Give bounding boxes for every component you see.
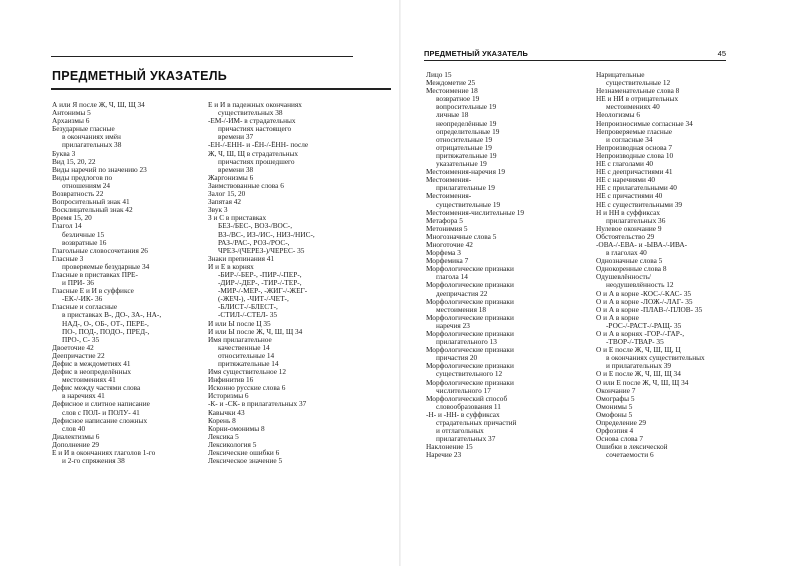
index-entry: Морфема 3: [426, 248, 461, 258]
index-entry: А или Я после Ж, Ч, Ш, Щ 34: [52, 100, 145, 109]
index-entry: в приставках В-, ДО-, ЗА-, НА-,: [62, 310, 162, 320]
right-page: [401, 0, 800, 566]
index-entry: Междометие 25: [426, 78, 476, 88]
index-entry: О или Е после Ж, Ч, Ш, Щ 34: [596, 377, 689, 387]
index-entry: Непроизводная основа 7: [596, 142, 673, 152]
index-entry: Гласные в приставках ПРЕ-: [52, 269, 138, 279]
index-entry: Антонимы 5: [52, 108, 91, 118]
index-entry: Ж, Ч, Ш, Щ в страдательных: [208, 148, 299, 158]
index-entry: Омофоны 5: [596, 409, 633, 419]
index-entry: притяжательные 14: [218, 359, 279, 368]
index-entry: возвратные 16: [62, 237, 107, 247]
index-entry: -БЛИСТ-/-БЛЕСТ-,: [218, 302, 278, 312]
index-entry: БЕЗ-/БЕС-, ВОЗ-/ВОС-,: [218, 221, 293, 231]
index-entry: Архаизмы 6: [52, 116, 90, 126]
index-entry: указательные 19: [436, 159, 487, 169]
index-entry: существительные 12: [606, 78, 671, 88]
index-entry: Наречие 23: [426, 450, 462, 460]
index-entry: Дефис в междометиях 41: [52, 359, 131, 368]
index-entry: Двоеточие 42: [52, 342, 94, 352]
index-entry: местоимениях 41: [62, 375, 116, 385]
index-entry: причастия 20: [436, 353, 478, 363]
index-column-3: [426, 71, 586, 460]
index-entry: Заимствованные слова 6: [208, 180, 284, 190]
index-entry: Жаргонизмы 6: [208, 172, 254, 182]
index-entry: Гласные 3: [52, 253, 84, 263]
index-entry: Инфинитив 16: [208, 375, 254, 385]
index-entry: Морфологические признаки: [426, 377, 514, 387]
index-entry: Неологизмы 6: [596, 110, 641, 120]
index-entry: прилагательных 38: [62, 140, 122, 150]
index-entry: прилагательных 37: [436, 434, 496, 444]
index-entry: деепричастия 22: [436, 288, 488, 298]
index-entry: Лицо 15: [426, 70, 452, 79]
index-entry: И или Ы после Ж, Ч, Ш, Щ 34: [208, 326, 303, 336]
index-entry: Незнаменательные слова 8: [596, 86, 680, 96]
index-entry: НЕ с причастиями 40: [596, 191, 663, 201]
index-entry: Корни-омонимы 8: [208, 423, 265, 433]
index-entry: -ЕК-/-ИК- 36: [62, 294, 103, 304]
index-entry: слов с ПОЛ- и ПОЛУ- 41: [62, 407, 140, 417]
index-entry: личные 18: [436, 110, 469, 120]
index-entry: -Н- и -НН- в суффиксах: [426, 409, 500, 419]
index-entry: прилагательного 13: [436, 337, 497, 347]
index-entry: Метонимия 5: [426, 223, 468, 233]
index-entry: Дефис в неопределённых: [52, 367, 132, 377]
index-entry: Кавычки 43: [208, 407, 245, 417]
index-entry: Гласные и согласные: [52, 302, 118, 312]
top-rule: [51, 56, 353, 57]
index-entry: НЕ с прилагательными 40: [596, 183, 677, 193]
left-page: [0, 0, 399, 566]
index-entry: Имя существительное 12: [208, 367, 287, 377]
index-entry: Лексические ошибки 6: [208, 448, 280, 458]
index-entry: Звук 3: [208, 205, 228, 215]
index-entry: О и А в корне -ЛОЖ-/-ЛАГ- 35: [596, 296, 693, 306]
index-entry: неопределённые 19: [436, 118, 497, 128]
index-entry: З и С в приставках: [208, 213, 267, 223]
index-entry: -РОС-/-РАСТ-/-РАЩ- 35: [606, 320, 682, 330]
index-entry: О и Е после Ж, Ч, Ш, Щ 34: [596, 369, 681, 379]
index-entry: -К- и -СК- в прилагательных 37: [208, 399, 307, 409]
index-column-2: [208, 101, 368, 465]
index-entry: существительных 38: [218, 108, 283, 118]
index-entry: причастиях прошедшего: [218, 156, 295, 166]
index-entry: -ТВОР-/-ТВАР- 35: [606, 337, 664, 347]
index-entry: существительные 19: [436, 199, 501, 209]
index-entry: Одушевлённость/: [596, 272, 652, 282]
index-entry: Непроизводные слова 10: [596, 150, 674, 160]
index-entry: Морфологические признаки: [426, 312, 514, 322]
running-head: ПРЕДМЕТНЫЙ УКАЗАТЕЛЬ: [424, 49, 528, 58]
index-entry: числительного 17: [436, 385, 491, 395]
index-entry: Е и И в окончаниях глаголов 1-го: [52, 448, 156, 458]
index-entry: Морфологические признаки: [426, 264, 514, 274]
index-entry: возвратное 19: [436, 94, 480, 104]
index-entry: вопросительные 19: [436, 102, 497, 112]
index-column-4: [596, 71, 766, 460]
index-entry: слов 40: [62, 423, 86, 433]
index-entry: Вид 15, 20, 22: [52, 156, 96, 166]
index-entry: Дополнение 29: [52, 439, 100, 449]
index-entry: Деепричастие 22: [52, 350, 105, 360]
index-entry: прилагательных 36: [606, 215, 666, 225]
index-entry: Наклонение 15: [426, 442, 473, 452]
index-entry: Имя прилагательное: [208, 334, 272, 344]
index-entry: Омонимы 5: [596, 401, 633, 411]
index-entry: -ОВА-/-ЕВА- и -ЫВА-/-ИВА-: [596, 239, 688, 249]
index-entry: прилагательные 19: [436, 183, 495, 193]
index-entry: притяжательные 19: [436, 150, 497, 160]
title-rule: [51, 88, 391, 90]
index-entry: Непроизносимые согласные 34: [596, 118, 693, 128]
index-entry: Исконно русские слова 6: [208, 383, 286, 393]
page-number: 45: [717, 49, 726, 58]
index-entry: Обстоятельство 29: [596, 231, 655, 241]
index-entry: Дефис между частями слова: [52, 383, 141, 393]
index-entry: Лексика 5: [208, 431, 239, 441]
index-entry: Однокоренные слова 8: [596, 264, 667, 274]
index-entry: Непроверяемые гласные: [596, 126, 672, 136]
index-entry: качественные 14: [218, 342, 270, 352]
index-entry: относительные 19: [436, 134, 493, 144]
index-entry: Корень 8: [208, 415, 236, 425]
index-entry: и ПРИ- 36: [62, 278, 94, 288]
index-entry: Возвратность 22: [52, 189, 104, 199]
index-entry: времени 37: [218, 132, 254, 142]
index-entry: -МИР-/-МЕР-, -ЖИГ-/-ЖЕГ-: [218, 286, 308, 296]
index-entry: НЕ с существительными 39: [596, 199, 683, 209]
index-entry: глагола 14: [436, 272, 468, 282]
index-entry: наречия 23: [436, 320, 470, 330]
index-entry: Орфоэпия 4: [596, 426, 634, 436]
index-entry: Историзмы 6: [208, 391, 249, 401]
index-entry: Восклицательный знак 42: [52, 205, 133, 215]
header-rule: [424, 60, 726, 61]
index-entry: Морфологические признаки: [426, 280, 514, 290]
index-entry: Окончание 7: [596, 385, 636, 395]
index-entry: Дефисное написание сложных: [52, 415, 148, 425]
index-entry: Е и И в падежных окончаниях: [208, 100, 302, 109]
index-column-1: [52, 101, 202, 465]
index-entry: Морфологический способ: [426, 393, 508, 403]
index-entry: НЕ с наречиями 40: [596, 175, 656, 185]
index-entry: Вопросительный знак 41: [52, 197, 130, 207]
index-entry: Однозначные слова 5: [596, 256, 663, 266]
index-entry: безличные 15: [62, 229, 105, 239]
index-entry: -СТИЛ-/-СТЕЛ- 35: [218, 310, 278, 320]
index-entry: относительные 14: [218, 350, 275, 360]
index-entry: в наречиях 41: [62, 391, 105, 401]
index-entry: Многоточие 42: [426, 239, 473, 249]
index-entry: причастиях настоящего: [218, 124, 292, 134]
index-entry: и отглагольных: [436, 426, 484, 436]
index-entry: Местоимения-: [426, 175, 472, 185]
index-entry: О и А в корнях -ГОР-/-ГАР-,: [596, 329, 685, 338]
index-entry: Морфологические признаки: [426, 329, 514, 338]
index-entry: НЕ и НИ в отрицательных: [596, 94, 679, 104]
index-entry: Запятая 42: [208, 197, 242, 207]
index-entry: ВЗ-/ВС-, ИЗ-/ИС-, НИЗ-/НИС-,: [218, 229, 315, 239]
index-entry: и 2-го спряжения 38: [62, 456, 125, 466]
index-entry: Виды предлогов по: [52, 172, 113, 182]
index-entry: в окончаниях имён: [62, 132, 121, 142]
index-entry: Морфологические признаки: [426, 345, 514, 355]
index-entry: О и Е после Ж, Ч, Ш, Щ, Ц: [596, 345, 681, 355]
index-entry: отрицательные 19: [436, 142, 492, 152]
index-entry: Местоимения-наречия 19: [426, 167, 506, 177]
index-entry: Глагол 14: [52, 221, 82, 231]
index-entry: НАД-, О-, ОБ-, ОТ-, ПЕРЕ-,: [62, 318, 149, 328]
index-entry: Омографы 5: [596, 393, 635, 403]
index-entry: существительного 12: [436, 369, 503, 379]
index-entry: сочетаемости 6: [606, 450, 654, 460]
index-entry: О и А в корне -КОС-/-КАС- 35: [596, 288, 692, 298]
index-entry: -БИР-/-БЕР-, -ПИР-/-ПЕР-,: [218, 269, 302, 279]
index-entry: О и А в корне: [596, 312, 639, 322]
page-title: ПРЕДМЕТНЫЙ УКАЗАТЕЛЬ: [52, 69, 228, 83]
index-entry: НЕ с деепричастиями 41: [596, 167, 673, 177]
index-entry: Морфологические признаки: [426, 361, 514, 371]
index-entry: Виды наречий по значению 23: [52, 164, 147, 174]
index-entry: времени 38: [218, 164, 254, 174]
index-entry: Ошибки в лексической: [596, 442, 668, 452]
index-entry: Метафора 5: [426, 215, 463, 225]
index-entry: Дефисное и слитное написание: [52, 399, 150, 409]
index-entry: в окончаниях существительных: [606, 353, 705, 363]
index-entry: Буква 3: [52, 148, 76, 158]
index-entry: Основа слова 7: [596, 434, 644, 444]
index-entry: отношениям 24: [62, 180, 111, 190]
index-entry: -ЕН-/-ЕНН- и -ЁН-/-ЁНН- после: [208, 140, 309, 150]
index-entry: Н и НН в суффиксах: [596, 207, 660, 217]
index-entry: Местоимение 18: [426, 86, 478, 96]
index-entry: Диалектизмы 6: [52, 431, 100, 441]
index-entry: Местоимения-числительные 19: [426, 207, 525, 217]
index-entry: ЧРЕЗ-/(ЧЕРЕЗ-)/ЧЕРЕС- 35: [218, 245, 305, 255]
index-entry: ПРО-, С- 35: [62, 334, 100, 344]
index-entry: И или Ы после Ц 35: [208, 318, 271, 328]
index-entry: -ДИР-/-ДЕР-, -ТИР-/-ТЕР-,: [218, 278, 302, 288]
index-entry: (-ЖЕЧ-), -ЧИТ-/-ЧЕТ-,: [218, 294, 289, 304]
index-entry: и согласные 34: [606, 134, 653, 144]
index-entry: РАЗ-/РАС-, РОЗ-/РОС-,: [218, 237, 290, 247]
index-entry: И и Е в корнях: [208, 261, 254, 271]
index-entry: словообразования 11: [436, 401, 501, 411]
index-entry: проверяемые безударные 34: [62, 261, 150, 271]
index-entry: Залог 15, 20: [208, 189, 246, 199]
index-entry: Лексическое значение 5: [208, 456, 283, 466]
index-entry: Нарицательные: [596, 70, 645, 79]
index-entry: Гласные Е и И в суффиксе: [52, 286, 134, 296]
index-entry: и прилагательных 39: [606, 361, 672, 371]
index-entry: Нулевое окончание 9: [596, 223, 662, 233]
index-entry: Безударные гласные: [52, 124, 115, 134]
index-entry: Морфемика 7: [426, 256, 469, 266]
index-entry: Морфологические признаки: [426, 296, 514, 306]
index-entry: Многозначные слова 5: [426, 231, 497, 241]
index-entry: Знаки препинания 41: [208, 253, 275, 263]
index-entry: местоимениях 40: [606, 102, 660, 112]
index-entry: Глагольные словосочетания 26: [52, 245, 148, 255]
index-entry: О и А в корне -ПЛАВ-/-ПЛОВ- 35: [596, 304, 703, 314]
index-entry: неодушевлённость 12: [606, 280, 674, 290]
index-entry: определительные 19: [436, 126, 500, 136]
index-entry: Время 15, 20: [52, 213, 92, 223]
index-entry: Местоимения-: [426, 191, 472, 201]
index-entry: ПО-, ПОД-, ПОДО-, ПРЕД-,: [62, 326, 150, 336]
index-entry: -ЕМ-/-ИМ- в страдательных: [208, 116, 296, 126]
index-entry: страдательных причастий: [436, 418, 517, 428]
index-entry: Определение 29: [596, 418, 646, 428]
index-entry: НЕ с глаголами 40: [596, 159, 654, 169]
index-entry: местоимения 18: [436, 304, 487, 314]
index-entry: Лексикология 5: [208, 439, 257, 449]
index-entry: в глаголах 40: [606, 248, 647, 258]
